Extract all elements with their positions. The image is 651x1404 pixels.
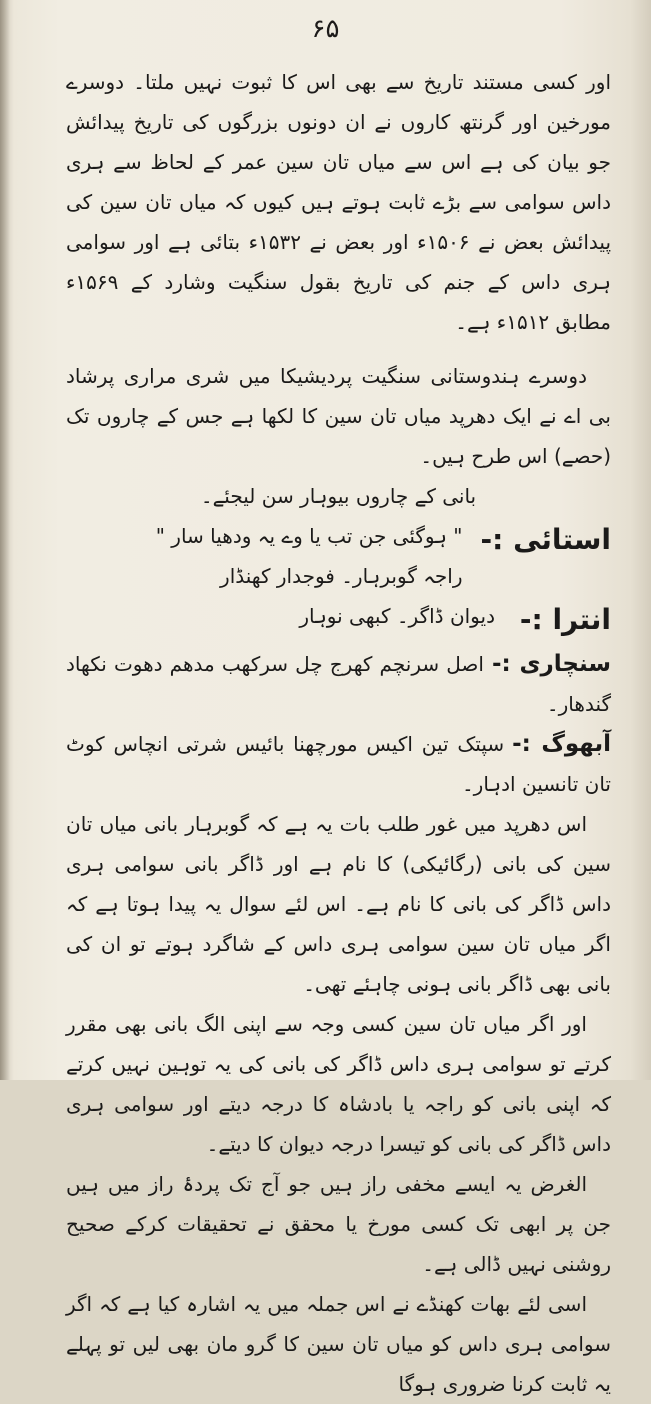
paragraph-separate-bani: اور اگر میاں تان سین کسی وجہ سے اپنی الگ بانی بھی مقرر کرتے تو سوامی ہری داس ڈاگر کی بانی کی یہ توہین نہیں کرتے کہ اپنی بانی کو راجہ یا بادشاہ کا درجہ دیتے اور سوامی ہری داس ڈاگر کی بانی کو تیسرا درجہ دیوان کا دیتے۔ bbox=[66, 1012, 611, 1156]
sthai-line-1: " ہوگئی جن تب یا وے یہ ودھیا سار " bbox=[155, 524, 463, 548]
abhog-line bbox=[66, 724, 611, 804]
sthai-label: استائی :- bbox=[480, 523, 611, 556]
abhog-label: آبھوگ :- bbox=[512, 731, 611, 757]
sanchari-line bbox=[66, 644, 611, 724]
sanchari-label: سنچاری :- bbox=[491, 651, 611, 677]
paragraph-bhatkhande: اسی لئے بھات کھنڈے نے اس جملہ میں یہ اشارہ کیا ہے کہ اگر سوامی ہری داس کو میاں تان سین کا گرو مان بھی لیں تو پہلے یہ ثابت کرنا ضروری ہوگا bbox=[66, 1292, 611, 1396]
page-number: ۶۵ bbox=[311, 14, 340, 44]
page-body bbox=[66, 62, 611, 1404]
antra-line-1: دیوان ڈاگر۔ کبھی نوہار bbox=[299, 604, 495, 628]
bani-heading-line: بانی کے چاروں بیوہار سن لیجئے۔ bbox=[200, 484, 477, 508]
sthai-line-2: راجہ گوبرہار۔ فوجدار کھنڈار bbox=[220, 564, 463, 588]
paragraph-birth-dates: اور کسی مستند تاریخ سے بھی اس کا ثبوت نہیں ملتا۔ دوسرے مورخین اور گرنتھ کاروں نے ان دونوں بزرگوں کی تاریخ پیدائش جو بیان کی ہے اس سے میاں تان سین عمر کے لحاظ سے ہری داس سوامی سے بڑے ثابت ہوتے ہیں کیوں کہ میاں تان سین کی پیدائش بعض نے ۱۵۰۶ء اور بعض نے ۱۵۳۲ء بتائی ہے اور سوامی ہری داس کے جنم کی تاریخ بقول سنگیت وشارد کے ۱۵۶۹ء مطابق ۱۵۱۲ء ہے۔ bbox=[66, 70, 612, 334]
sthai-section bbox=[66, 516, 611, 596]
paragraph-dhrupad-analysis: اس دھرپد میں غور طلب بات یہ ہے کہ گوبرہار بانی میاں تان سین کی بانی (رگائیکی) کا نام ہے اور ڈاگر بانی سوامی ہری داس ڈاگر کی بانی کا نام ہے۔ اس لئے سوال یہ پیدا ہوتا ہے کہ اگر میاں تان سین سوامی ہری داس کے شاگرد ہوتے تو ان کی بانی بھی ڈاگر بانی ہونی چاہئے تھی۔ bbox=[66, 812, 611, 996]
abhog-text: سپتک تین اکیس مورچھنا بائیس شرتی انچاس کوٹ تان تانسین ادہار۔ bbox=[66, 732, 611, 796]
antra-section bbox=[66, 596, 611, 644]
binding-shadow bbox=[0, 0, 10, 1080]
sanchari-text: اصل سرنچم کھرج چل سرکھب مدھم دھوت نکھاد گندھار۔ bbox=[66, 652, 611, 716]
antra-lines bbox=[66, 596, 513, 636]
antra-label: انترا :- bbox=[519, 603, 611, 636]
paragraph-dhrupad-intro: دوسرے ہندوستانی سنگیت پردیشیکا میں شری مراری پرشاد بی اے نے ایک دھرپد میاں تان سین کا لکھا ہے جس کے چاروں تک (حصے) اس طرح ہیں۔ bbox=[66, 364, 611, 468]
paragraph-hidden-secrets: الغرض یہ ایسے مخفی راز ہیں جو آج تک پردۂ راز میں ہیں جن پر ابھی تک کسی مورخ یا محقق نے تحقیقات کرکے صحیح روشنی نہیں ڈالی ہے۔ bbox=[66, 1172, 611, 1276]
sthai-lines bbox=[66, 516, 481, 596]
